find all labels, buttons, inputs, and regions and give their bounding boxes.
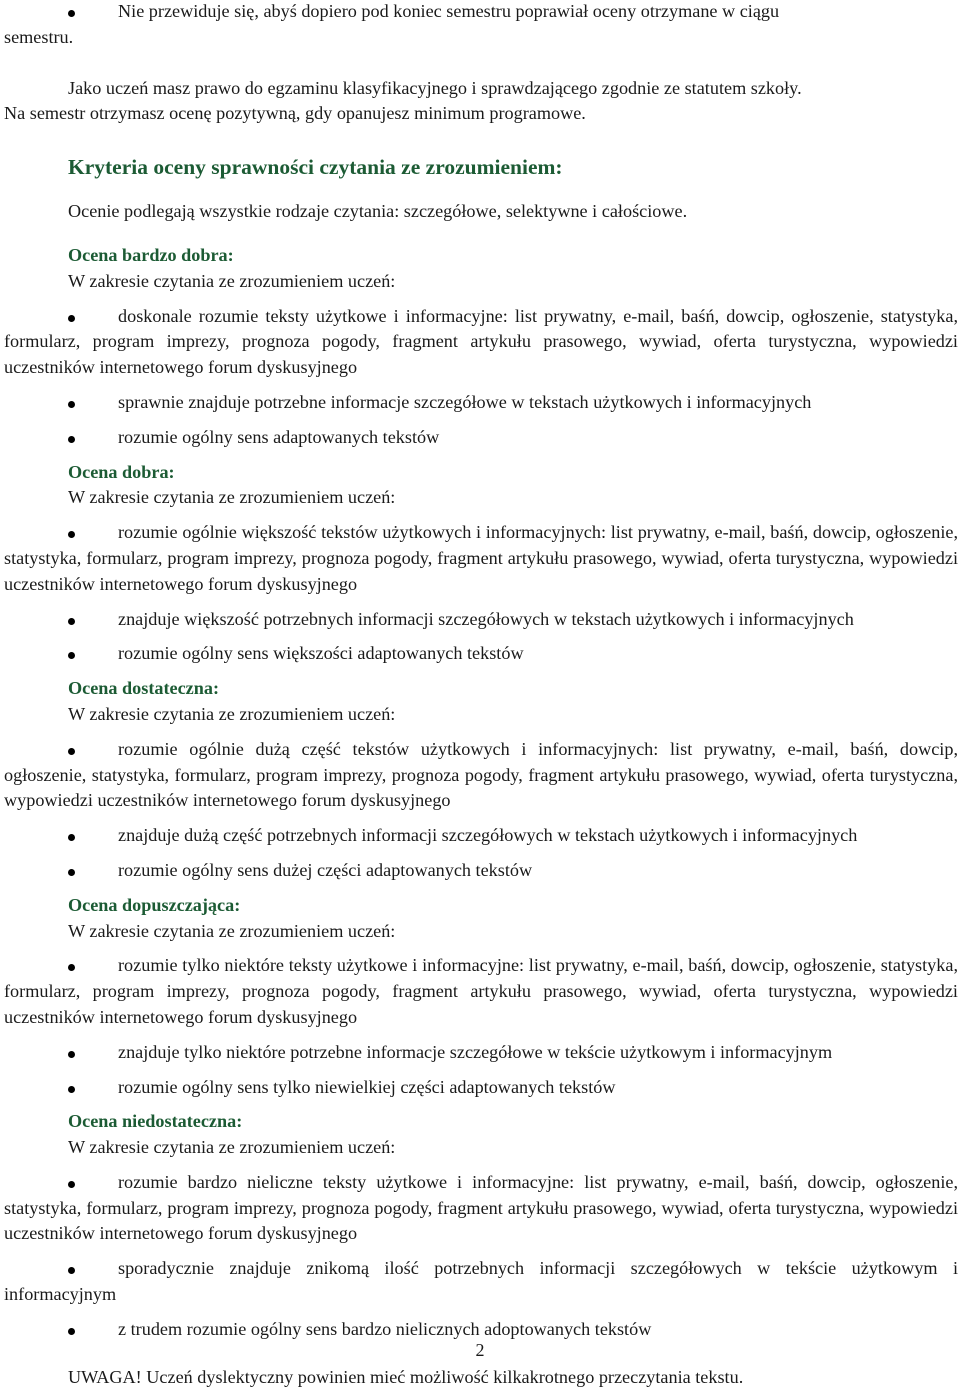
criterion-item bbox=[4, 304, 958, 381]
criterion-text: znajduje dużą część potrzebnych informacji szczegółowych w tekstach użytkowych i informacyjnych bbox=[118, 825, 858, 846]
grade-scope: W zakresie czytania ze zrozumieniem uczeń: bbox=[68, 703, 396, 724]
criterion-item bbox=[4, 425, 958, 451]
criterion-item bbox=[4, 823, 958, 849]
bullet-icon bbox=[68, 436, 75, 443]
grades-section bbox=[4, 243, 958, 1343]
criterion-text: sporadycznie znajduje znikomą ilość potrzebnych informacji szczegółowych w tekście użytkowym i informacyjnym bbox=[4, 1258, 958, 1305]
exam-line-1: Jako uczeń masz prawo do egzaminu klasyfikacyjnego i sprawdzającego zgodnie ze statutem szkoły. bbox=[68, 77, 802, 98]
criteria-title: Kryteria oceny sprawności czytania ze zrozumieniem: bbox=[68, 155, 563, 180]
criterion-item bbox=[4, 607, 958, 633]
intro-bullet-continuation: semestru. bbox=[4, 26, 74, 47]
criterion-text: znajduje większość potrzebnych informacji szczegółowych w tekstach użytkowych i informacyjnych bbox=[118, 608, 854, 629]
criterion-item bbox=[4, 1040, 958, 1066]
criterion-item bbox=[4, 1075, 958, 1101]
bullet-icon bbox=[68, 748, 75, 755]
criterion-text: z trudem rozumie ogólny sens bardzo nielicznych adoptowanych tekstów bbox=[118, 1318, 652, 1339]
grade-scope: W zakresie czytania ze zrozumieniem uczeń: bbox=[68, 487, 396, 508]
bullet-icon bbox=[68, 10, 75, 17]
grade-heading: Ocena dopuszczająca: bbox=[68, 894, 241, 915]
criterion-item bbox=[4, 858, 958, 884]
criterion-item bbox=[4, 1170, 958, 1247]
criterion-text: rozumie ogólnie większość tekstów użytkowych i informacyjnych: list prywatny, e-mail, baśń, dowcip, ogłoszenie, statystyka, formularz, program imprezy, prognoza pogody, fragment artykułu prasowego, wywiad, oferta turystyczna, wypowiedzi uczestników internetowego forum dyskusyjnego bbox=[4, 522, 958, 594]
criterion-text: rozumie ogólny sens dużej części adaptowanych tekstów bbox=[118, 859, 533, 880]
criterion-text: rozumie tylko niektóre teksty użytkowe i informacyjne: list prywatny, e-mail, baśń, dowcip, ogłoszenie, statystyka, formularz, program imprezy, prognoza pogody, fragment artykułu prasowego, wywiad, oferta turystyczna, wypowiedzi uczestników internetowego forum dyskusyjnego bbox=[4, 955, 958, 1027]
criterion-text: rozumie ogólnie dużą część tekstów użytkowych i informacyjnych: list prywatny, e-mail, baśń, dowcip, ogłoszenie, statystyka, formularz, program imprezy, prognoza pogody, fragment artykułu prasowego, wywiad, oferta turystyczna, wypowiedzi uczestników internetowego forum dyskusyjnego bbox=[4, 738, 958, 811]
criterion-text: znajduje tylko niektóre potrzebne informacje szczegółowe w tekście użytkowym i informacyjnym bbox=[118, 1041, 833, 1062]
grade-heading: Ocena dostateczna: bbox=[68, 678, 220, 699]
grade-scope: W zakresie czytania ze zrozumieniem uczeń: bbox=[68, 270, 396, 291]
criterion-item bbox=[4, 520, 958, 597]
grade-heading: Ocena niedostateczna: bbox=[68, 1111, 243, 1132]
criterion-item bbox=[4, 953, 958, 1030]
bullet-icon bbox=[68, 315, 75, 322]
bullet-icon bbox=[68, 1051, 75, 1058]
grade-scope: W zakresie czytania ze zrozumieniem uczeń: bbox=[68, 920, 396, 941]
bullet-icon bbox=[68, 1267, 75, 1274]
bullet-icon bbox=[68, 1181, 75, 1188]
bullet-icon bbox=[68, 401, 75, 408]
criterion-item bbox=[4, 737, 958, 814]
criterion-text: sprawnie znajduje potrzebne informacje szczegółowe w tekstach użytkowych i informacyjnych bbox=[118, 391, 812, 412]
bullet-icon bbox=[68, 1086, 75, 1093]
criterion-text: rozumie ogólny sens tylko niewielkiej części adaptowanych tekstów bbox=[118, 1076, 616, 1097]
bullet-icon bbox=[68, 652, 75, 659]
bullet-icon bbox=[68, 531, 75, 538]
criterion-text: rozumie ogólny sens większości adaptowanych tekstów bbox=[118, 643, 524, 664]
dyslexia-note: UWAGA! Uczeń dyslektyczny powinien mieć możliwość kilkakrotnego przeczytania tekstu. bbox=[68, 1366, 744, 1387]
criterion-item bbox=[4, 390, 958, 416]
document-page bbox=[4, 0, 958, 1390]
intro-bullet bbox=[4, 0, 958, 51]
criterion-text: rozumie ogólny sens adaptowanych tekstów bbox=[118, 426, 440, 447]
criterion-text: rozumie bardzo nieliczne teksty użytkowe i informacyjne: list prywatny, e-mail, baśń, dowcip, ogłoszenie, statystyka, formularz, program imprezy, prognoza pogody, fragment artykułu prasowego, wywiad, oferta turystyczna, wypowiedzi uczestników internetowego forum dyskusyjnego bbox=[4, 1171, 958, 1244]
bullet-icon bbox=[68, 964, 75, 971]
criterion-item bbox=[4, 641, 958, 667]
intro-bullet-text: Nie przewiduje się, abyś dopiero pod koniec semestru poprawiał oceny otrzymane w ciągu bbox=[118, 1, 780, 21]
bullet-icon bbox=[68, 618, 75, 625]
bullet-icon bbox=[68, 834, 75, 841]
criteria-subject: Ocenie podlegają wszystkie rodzaje czytania: szczegółowe, selektywne i całościowe. bbox=[68, 201, 688, 222]
page-number: 2 bbox=[475, 1340, 485, 1360]
grade-heading: Ocena dobra: bbox=[68, 461, 175, 482]
bullet-icon bbox=[68, 869, 75, 876]
exam-line-2: Na semestr otrzymasz ocenę pozytywną, gdy opanujesz minimum programowe. bbox=[4, 103, 586, 124]
criterion-item bbox=[4, 1256, 958, 1308]
grade-heading: Ocena bardzo dobra: bbox=[68, 244, 234, 265]
criterion-text: doskonale rozumie teksty użytkowe i informacyjne: list prywatny, e-mail, baśń, dowcip, ogłoszenie, statystyka, formularz, program imprezy, prognoza pogody, fragment artykułu prasowego, wywiad, oferta turystyczna, wypowiedzi uczestników internetowego forum dyskusyjnego bbox=[4, 305, 958, 378]
bullet-icon bbox=[68, 1328, 75, 1335]
grade-scope: W zakresie czytania ze zrozumieniem uczeń: bbox=[68, 1137, 396, 1158]
